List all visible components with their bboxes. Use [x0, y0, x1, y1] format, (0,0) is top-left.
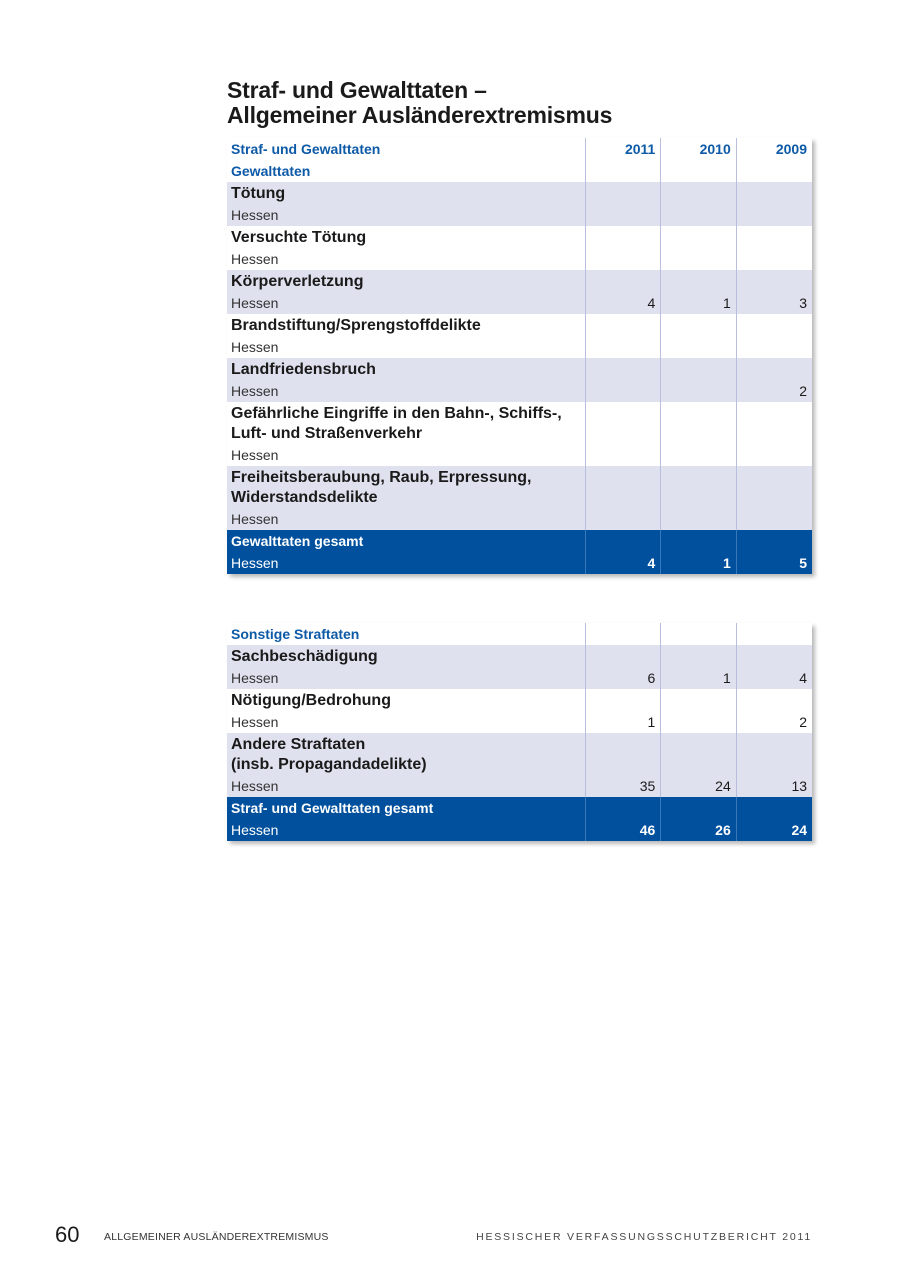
total-region: Hessen	[231, 822, 279, 838]
total-value-cell	[736, 797, 812, 841]
value-cell	[736, 182, 812, 226]
crime-category	[231, 689, 585, 711]
page-title	[227, 78, 827, 128]
page-title-line-1: Straf- und Gewalttaten –	[227, 77, 487, 103]
total-label-cell	[227, 530, 585, 574]
year-header-cell	[736, 138, 812, 182]
value-cell	[660, 402, 735, 466]
row-label-cell	[227, 466, 585, 530]
row-label-cell	[227, 270, 585, 314]
crime-category-line: Sachbeschädigung	[231, 648, 378, 665]
crime-category	[231, 733, 585, 775]
value-2009: 2	[799, 383, 808, 399]
total-row	[227, 530, 812, 574]
crime-category-line: Luft- und Straßenverkehr	[231, 425, 423, 442]
table-header	[227, 138, 812, 182]
page-title-line-2: Allgemeiner Ausländerextremismus	[227, 102, 613, 128]
value-cell	[660, 182, 735, 226]
value-2009	[737, 204, 807, 226]
value-cell	[585, 645, 660, 689]
value-cell	[736, 270, 812, 314]
row-label-cell	[227, 182, 585, 226]
value-cell	[585, 358, 660, 402]
crime-category	[231, 466, 585, 508]
value-2009	[737, 248, 807, 270]
value-2010: 1	[722, 670, 731, 686]
total-category: Gewalttaten gesamt	[231, 533, 364, 549]
total-value-2010: 26	[715, 822, 731, 838]
region-label: Hessen	[231, 207, 279, 223]
value-2010	[661, 444, 730, 466]
table-subheader: Gewalttaten	[231, 163, 311, 179]
table-row	[227, 733, 812, 797]
other-crimes-table	[227, 623, 812, 841]
crime-category-line: Tötung	[231, 185, 286, 202]
value-cell	[660, 689, 735, 733]
value-cell	[585, 314, 660, 358]
total-value-2010: 1	[722, 555, 731, 571]
crime-category	[231, 314, 585, 336]
header-label-cell	[227, 138, 585, 182]
value-2010	[661, 711, 730, 733]
crime-category-line: Widerstandsdelikte	[231, 489, 378, 506]
total-value-2011: 46	[639, 822, 656, 838]
year-header: 2011	[624, 141, 656, 157]
value-2010	[661, 248, 730, 270]
region-label: Hessen	[231, 383, 279, 399]
value-2010: 1	[722, 295, 731, 311]
footer-publication-title: HESSISCHER VERFASSUNGSSCHUTZBERICHT 2011	[476, 1231, 812, 1243]
value-2010: 24	[715, 778, 731, 794]
row-label-cell	[227, 733, 585, 797]
total-value-cell	[660, 797, 735, 841]
crime-category-line: (insb. Propagandadelikte)	[231, 756, 427, 773]
value-cell	[660, 226, 735, 270]
value-2011	[586, 204, 655, 226]
crime-category	[231, 402, 585, 444]
year-header: 2010	[699, 141, 731, 157]
total-value-2009: 5	[799, 555, 808, 571]
region-label: Hessen	[231, 251, 279, 267]
total-value-2011: 4	[647, 555, 656, 571]
total-value-cell	[736, 530, 812, 574]
total-value-cell	[585, 797, 660, 841]
value-cell	[660, 466, 735, 530]
page-number: 60	[55, 1222, 80, 1247]
value-cell	[660, 733, 735, 797]
row-label-cell	[227, 645, 585, 689]
year-header: 2009	[775, 141, 808, 157]
value-cell	[736, 226, 812, 270]
value-2011: 4	[647, 295, 656, 311]
year-header-cell	[660, 623, 735, 645]
value-cell	[660, 358, 735, 402]
value-cell	[585, 226, 660, 270]
year-header-cell	[660, 138, 735, 182]
value-2011	[586, 248, 655, 270]
value-cell	[736, 689, 812, 733]
year-header-cell	[736, 623, 812, 645]
value-cell	[660, 645, 735, 689]
value-cell	[660, 314, 735, 358]
value-2010	[661, 380, 730, 402]
table-row	[227, 402, 812, 466]
total-region: Hessen	[231, 555, 279, 571]
total-value-cell	[660, 530, 735, 574]
crime-category-line: Freiheitsberaubung, Raub, Erpressung,	[231, 469, 532, 486]
value-2010	[661, 204, 730, 226]
value-cell	[585, 733, 660, 797]
region-label: Hessen	[231, 295, 279, 311]
value-2009: 3	[799, 295, 808, 311]
crime-category	[231, 270, 585, 292]
table-row	[227, 182, 812, 226]
value-2009	[737, 336, 807, 358]
crime-category-line: Körperverletzung	[231, 273, 364, 290]
value-2009: 2	[799, 714, 808, 730]
footer-section-title: ALLGEMEINER AUSLÄNDEREXTREMISMUS	[104, 1231, 329, 1243]
region-label: Hessen	[231, 778, 279, 794]
value-cell	[585, 466, 660, 530]
table-header-title: Straf- und Gewalttaten	[231, 141, 381, 157]
value-cell	[585, 182, 660, 226]
value-2011: 1	[647, 714, 656, 730]
crime-category-line: Andere Straftaten	[231, 736, 366, 753]
row-label-cell	[227, 402, 585, 466]
table-header-title: Sonstige Straftaten	[231, 626, 360, 642]
value-2011: 6	[647, 670, 656, 686]
crime-category	[231, 226, 585, 248]
crime-category	[231, 182, 585, 204]
total-row	[227, 797, 812, 841]
crime-category-line: Landfriedensbruch	[231, 361, 376, 378]
value-2009: 4	[799, 670, 808, 686]
value-2009	[737, 444, 807, 466]
violent-crimes-table	[227, 138, 812, 574]
value-cell	[660, 270, 735, 314]
value-cell	[736, 358, 812, 402]
value-2009	[737, 508, 807, 530]
crime-category-line: Gefährliche Eingriffe in den Bahn-, Schiffs-,	[231, 405, 562, 422]
header-label-cell	[227, 623, 585, 645]
value-2011	[586, 444, 655, 466]
table-row	[227, 689, 812, 733]
row-label-cell	[227, 314, 585, 358]
value-cell	[736, 466, 812, 530]
value-cell	[736, 645, 812, 689]
total-value-cell	[585, 530, 660, 574]
value-cell	[585, 270, 660, 314]
row-label-cell	[227, 689, 585, 733]
row-label-cell	[227, 226, 585, 270]
table-row	[227, 645, 812, 689]
region-label: Hessen	[231, 670, 279, 686]
table-row	[227, 270, 812, 314]
value-2010	[661, 508, 730, 530]
value-2009: 13	[791, 778, 808, 794]
table-row	[227, 466, 812, 530]
crime-category	[231, 358, 585, 380]
value-cell	[585, 402, 660, 466]
value-cell	[736, 733, 812, 797]
total-label-cell	[227, 797, 585, 841]
region-label: Hessen	[231, 511, 279, 527]
table-row	[227, 358, 812, 402]
crime-category-line: Versuchte Tötung	[231, 229, 367, 246]
value-cell	[736, 402, 812, 466]
total-value-2009: 24	[791, 822, 808, 838]
crime-category-line: Brandstiftung/Sprengstoffdelikte	[231, 317, 481, 334]
region-label: Hessen	[231, 447, 279, 463]
value-cell	[585, 689, 660, 733]
region-label: Hessen	[231, 714, 279, 730]
table-row	[227, 314, 812, 358]
row-label-cell	[227, 358, 585, 402]
value-2011: 35	[639, 778, 656, 794]
value-2011	[586, 380, 655, 402]
value-cell	[736, 314, 812, 358]
year-header-cell	[585, 623, 660, 645]
value-2011	[586, 508, 655, 530]
total-category: Straf- und Gewalttaten gesamt	[231, 800, 434, 816]
table-row	[227, 226, 812, 270]
year-header-cell	[585, 138, 660, 182]
crime-category	[231, 645, 585, 667]
value-2010	[661, 336, 730, 358]
value-2011	[586, 336, 655, 358]
region-label: Hessen	[231, 339, 279, 355]
table-header	[227, 623, 812, 645]
crime-category-line: Nötigung/Bedrohung	[231, 692, 391, 709]
